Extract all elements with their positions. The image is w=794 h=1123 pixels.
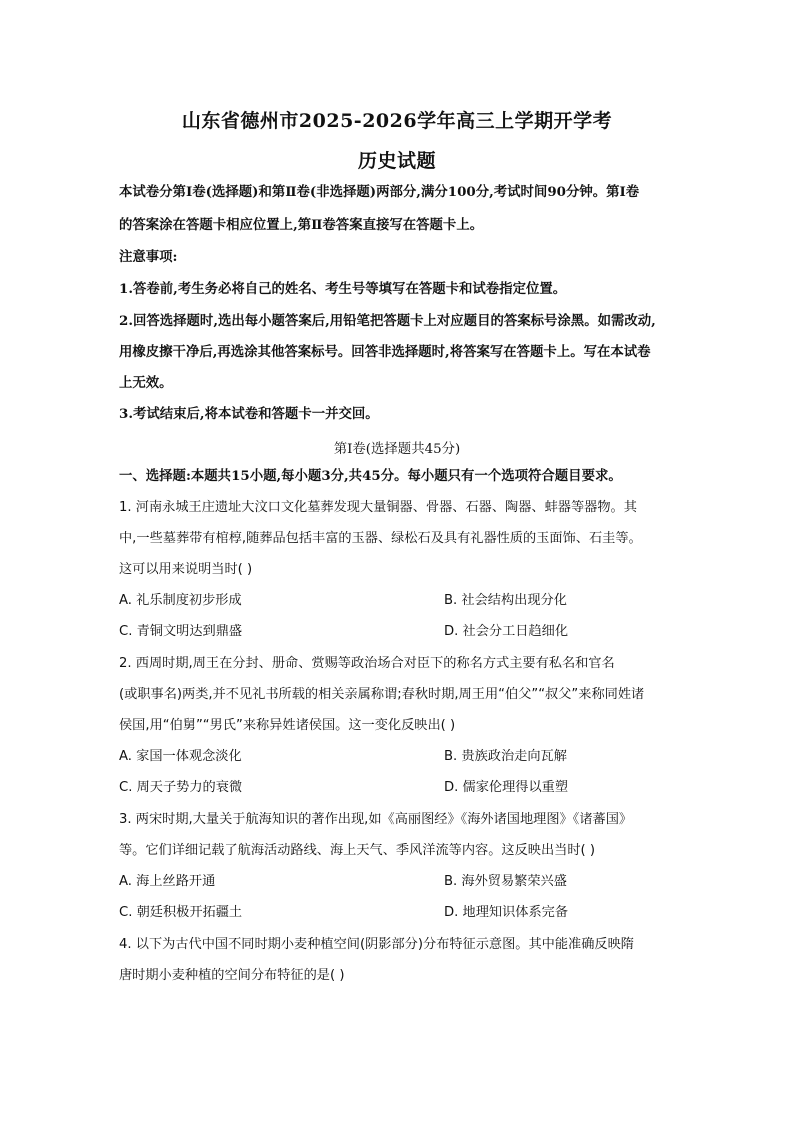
note-item-2-line-2: 用橡皮擦干净后,再选涂其他答案标号。回答非选择题时,将答案写在答题卡上。写在本试卷 <box>119 344 651 360</box>
question-2-option-c: C. 周天子势力的衰微 <box>119 780 243 795</box>
notes-heading: 注意事项: <box>119 249 178 265</box>
section-title: 第Ⅰ卷(选择题共45分) <box>333 442 461 457</box>
note-item-1: 1.答卷前,考生务必将自己的姓名、考生号等填写在答题卡和试卷指定位置。 <box>119 281 567 297</box>
question-3-option-c: C. 朝廷积极开拓疆土 <box>119 905 243 920</box>
note-item-2-line-3: 上无效。 <box>119 375 173 391</box>
subject-title: 历史试题 <box>357 150 436 172</box>
question-4-line-2: 唐时期小麦种植的空间分布特征的是( ) <box>119 968 345 983</box>
question-1-line-2: 中,一些墓葬带有棺椁,随葬品包括丰富的玉器、绿松石及具有礼器性质的玉面饰、石圭等。 <box>119 531 642 546</box>
exam-title: 山东省德州市2025-2026学年高三上学期开学考 <box>181 110 613 132</box>
question-4-line-1: 4. 以下为古代中国不同时期小麦种植空间(阴影部分)分布特征示意图。其中能准确反映隋 <box>119 937 634 952</box>
intro-line-1: 本试卷分第Ⅰ卷(选择题)和第Ⅱ卷(非选择题)两部分,满分100分,考试时间90分钟。第Ⅰ卷 <box>119 184 640 200</box>
section-instruction: 一、选择题:本题共15小题,每小题3分,共45分。每小题只有一个选项符合题目要求。 <box>119 468 622 484</box>
question-2-option-a: A. 家国一体观念淡化 <box>119 749 242 764</box>
question-2-option-d: D. 儒家伦理得以重塑 <box>444 780 569 795</box>
question-3-option-a: A. 海上丝路开通 <box>119 874 216 889</box>
question-2-line-1: 2. 西周时期,周王在分封、册命、赏赐等政治场合对臣下的称名方式主要有私名和官名 <box>119 656 615 671</box>
note-item-3: 3.考试结束后,将本试卷和答题卡一并交回。 <box>119 406 379 422</box>
question-1-line-1: 1. 河南永城王庄遗址大汶口文化墓葬发现大量铜器、骨器、石器、陶器、蚌器等器物。其 <box>119 500 637 515</box>
question-1-option-c: C. 青铜文明达到鼎盛 <box>119 624 243 639</box>
question-2-line-3: 侯国,用“伯舅”“男氏”来称异姓诸侯国。这一变化反映出( ) <box>119 718 456 733</box>
note-item-2-line-1: 2.回答选择题时,选出每小题答案后,用铅笔把答题卡上对应题目的答案标号涂黑。如需改动, <box>119 313 656 329</box>
question-3-line-2: 等。它们详细记载了航海活动路线、海上天气、季风洋流等内容。这反映出当时( ) <box>119 843 596 858</box>
question-1-line-3: 这可以用来说明当时( ) <box>119 562 253 577</box>
intro-line-2: 的答案涂在答题卡相应位置上,第Ⅱ卷答案直接写在答题卡上。 <box>119 217 484 233</box>
question-1-option-d: D. 社会分工日趋细化 <box>444 624 569 639</box>
question-3-option-b: B. 海外贸易繁荣兴盛 <box>444 874 567 889</box>
question-2-option-b: B. 贵族政治走向瓦解 <box>444 749 567 764</box>
question-3-option-d: D. 地理知识体系完备 <box>444 905 569 920</box>
question-1-option-a: A. 礼乐制度初步形成 <box>119 593 242 608</box>
question-2-line-2: (或职事名)两类,并不见礼书所载的相关亲属称谓;春秋时期,周王用“伯父”“叔父”来称同姓诸 <box>119 687 645 702</box>
question-3-line-1: 3. 两宋时期,大量关于航海知识的著作出现,如《高丽图经》《海外诸国地理图》《诸蕃国》 <box>119 812 633 827</box>
question-1-option-b: B. 社会结构出现分化 <box>444 593 567 608</box>
